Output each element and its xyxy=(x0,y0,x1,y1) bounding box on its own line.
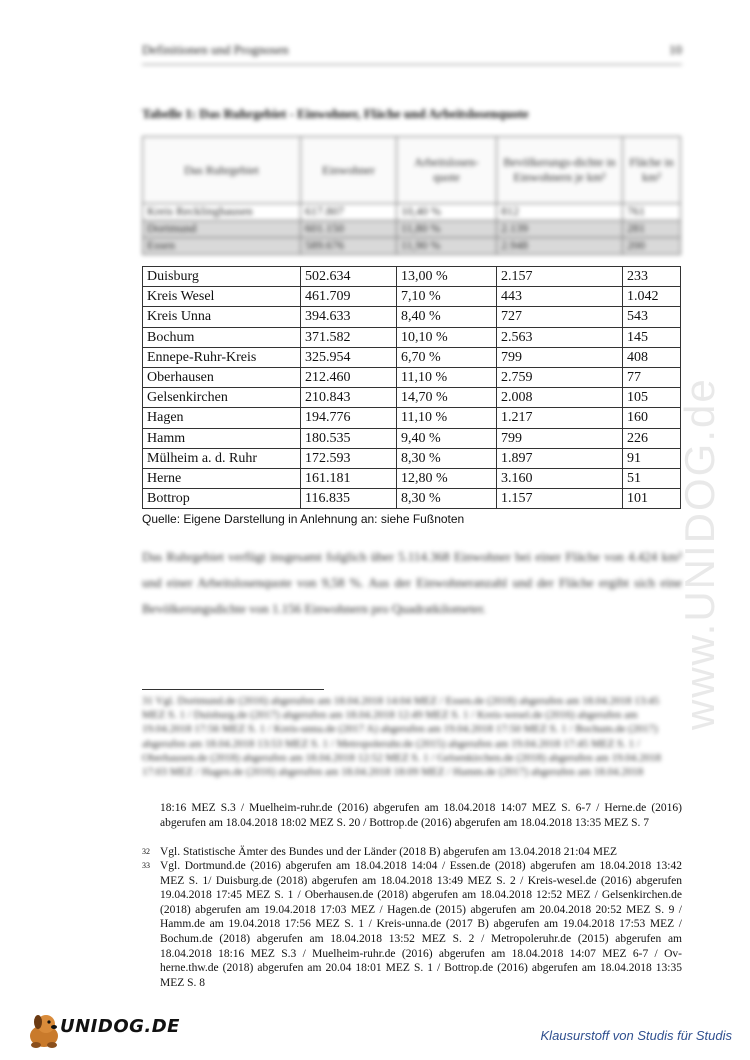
table-row xyxy=(143,468,681,488)
cell: 13,00 % xyxy=(397,267,497,287)
cell: 11,10 % xyxy=(397,367,497,387)
col-header: Arbeitslosen-quote xyxy=(397,137,497,204)
cell: 2.139 xyxy=(497,221,623,238)
table-row xyxy=(143,267,681,287)
cell: 799 xyxy=(497,347,623,367)
cell: 12,80 % xyxy=(397,468,497,488)
cell: 1.217 xyxy=(497,408,623,428)
table-row xyxy=(143,221,681,238)
footnote-31-visible xyxy=(142,801,682,830)
footnote-33-text: Vgl. Dortmund.de (2016) abgerufen am 18.04.2018 14:04 / Essen.de (2018) abgerufen am 18.04.2018 13:42 MEZ S. 1/ Duisburg.de (2018) abgerufen am 18.04.2018 13:49 MEZ S. 2 / Kreis-wesel.de (2016) abgerufen 19.04.2018 17:45 MEZ S. 1 / Oberhausen.de (2018) abgerufen am 18.04.2018 12:52 MEZ / Gelsenkirchen.de (2018) abgerufen am 19.04.2018 17:03 MEZ / Hagen.de (2015) abgerufen am 20.04.2018 20:52 MEZ S. 9 / Hamm.de am 19.04.2018 17:56 MEZ S. 1 / Kreis-unna.de (2017 B) abgerufen am 19.04.2018 17:53 MEZ / Bochum.de (2018) abgerufen am 18.04.2018 13:52 MEZ S. 2 / Metropoleruhr.de (2015) abgerufen am 18.04.2018 18:16 MEZ S.3 / Muelheim-ruhr.de (2016) abgerufen am 18.04.2018 14:07 MEZ 6-7 / Ov-herne.thw.de (2018) abgerufen am 20.04 18:01 MEZ S. 1 / Bottrop.de (2016) abgerufen am 18.04.2018 13:35 MEZ S. 8 xyxy=(160,860,682,989)
cell: 180.535 xyxy=(301,428,397,448)
cell: 2.759 xyxy=(497,367,623,387)
cell: 91 xyxy=(623,448,681,468)
cell: Ennepe-Ruhr-Kreis xyxy=(143,347,301,367)
cell: 2.948 xyxy=(497,238,623,255)
cell: 8,40 % xyxy=(397,307,497,327)
cell: 601.150 xyxy=(301,221,397,238)
cell: 408 xyxy=(623,347,681,367)
cell: 461.709 xyxy=(301,287,397,307)
table-row xyxy=(143,448,681,468)
cell: 172.593 xyxy=(301,448,397,468)
cell: 589.676 xyxy=(301,238,397,255)
page-number: 10 xyxy=(669,42,682,57)
cell: Hagen xyxy=(143,408,301,428)
cell: 226 xyxy=(623,428,681,448)
cell: 145 xyxy=(623,327,681,347)
cell: 371.582 xyxy=(301,327,397,347)
cell: 105 xyxy=(623,388,681,408)
cell: Kreis Wesel xyxy=(143,287,301,307)
cell: 14,70 % xyxy=(397,388,497,408)
footnote-rule xyxy=(142,689,324,690)
header-section-title: Definitionen und Prognosen xyxy=(142,42,289,57)
table-title: Tabelle 1: Das Ruhrgebiet - Einwohner, Fläche und Arbeitslosenquote xyxy=(142,106,529,121)
cell: Essen xyxy=(143,238,301,255)
cell: 6,70 % xyxy=(397,347,497,367)
cell: 617.807 xyxy=(301,204,397,221)
cell: Duisburg xyxy=(143,267,301,287)
cell: 325.954 xyxy=(301,347,397,367)
cell: 443 xyxy=(497,287,623,307)
cell: 799 xyxy=(497,428,623,448)
cell: 11,90 % xyxy=(397,238,497,255)
cell: 8,30 % xyxy=(397,489,497,509)
table-row xyxy=(143,287,681,307)
cell: Dortmund xyxy=(143,221,301,238)
col-header: Fläche in km² xyxy=(623,137,681,204)
cell: 1.157 xyxy=(497,489,623,509)
table-row xyxy=(143,489,681,509)
table-row xyxy=(143,204,681,221)
cell: Mülheim a. d. Ruhr xyxy=(143,448,301,468)
cell: 761 xyxy=(623,204,681,221)
table-row xyxy=(143,307,681,327)
cell: 3.160 xyxy=(497,468,623,488)
footer-tagline: Klausurstoff von Studis für Studis xyxy=(540,1028,732,1043)
table-row xyxy=(143,428,681,448)
col-header: Bevölkerungs-dichte in Einwohnern je km² xyxy=(497,137,623,204)
cell: Herne xyxy=(143,468,301,488)
cell: 8,30 % xyxy=(397,448,497,468)
table-row xyxy=(143,388,681,408)
blurred-table-head xyxy=(142,136,681,255)
cell: 77 xyxy=(623,367,681,387)
cell: 7,10 % xyxy=(397,287,497,307)
cell: 51 xyxy=(623,468,681,488)
cell: 2.157 xyxy=(497,267,623,287)
logo-text: UNIDOG.DE xyxy=(60,1016,180,1037)
col-header: Das Ruhrgebiet xyxy=(143,137,301,204)
cell: 116.835 xyxy=(301,489,397,509)
cell: Bochum xyxy=(143,327,301,347)
cell: 233 xyxy=(623,267,681,287)
cell: 194.776 xyxy=(301,408,397,428)
cell: 1.042 xyxy=(623,287,681,307)
footnote-number: 33 xyxy=(142,861,150,870)
footnote-31-blurred xyxy=(142,694,682,779)
table-row xyxy=(143,408,681,428)
watermark: www.UNIDOG.de xyxy=(676,377,723,730)
cell: 543 xyxy=(623,307,681,327)
cell: 9,40 % xyxy=(397,428,497,448)
cell: 281 xyxy=(623,221,681,238)
cell: 1.897 xyxy=(497,448,623,468)
cell: 394.633 xyxy=(301,307,397,327)
table-source: Quelle: Eigene Darstellung in Anlehnung an: siehe Fußnoten xyxy=(142,512,465,526)
footnote-32-text: Vgl. Statistische Ämter des Bundes und der Länder (2018 B) abgerufen am 13.04.2018 21:04 MEZ xyxy=(160,846,618,858)
cell: 210.843 xyxy=(301,388,397,408)
cell: 812 xyxy=(497,204,623,221)
cell: 10,10 % xyxy=(397,327,497,347)
cell: Kreis Unna xyxy=(143,307,301,327)
cell: 502.634 xyxy=(301,267,397,287)
footnote-31-text-blurred: 31 Vgl. Dortmund.de (2016) abgerufen am 18.04.2018 14:04 MEZ / Essen.de (2018) abgerufen am 18.04.2018 13:45 MEZ S. 1 / Duisburg.de (2017) abgerufen am 18.04.2018 12:49 MEZ S. 1 / Kreis-wesel.de (2016) abgerufen am 19.04.2018 17:56 MEZ S. 1 / Kreis-unna.de (2017 A) abgerufen am 19.04.2018 17:50 MEZ S. 1 / Bochum.de (2017) abgerufen am 18.04.2018 13:53 MEZ S. 1 / Metropoleruhr.de (2015) abgerufen am 19.04.2018 17:45 MEZ S. 1 / Oberhausen.de (2018) abgerufen am 18.04.2018 12:52 MEZ S. 1 / Gelsenkirchen.de (2018) abgerufen am 19.04.2018 17:03 MEZ / Hagen.de (2016) abgerufen am 18.04.2018 18:09 MEZ / Hamm.de (2017) abgerufen am 18.04.2018 xyxy=(142,695,662,779)
cell: 2.563 xyxy=(497,327,623,347)
footnote-number: 32 xyxy=(142,847,150,856)
table-row xyxy=(143,327,681,347)
cell: Kreis Recklinghausen xyxy=(143,204,301,221)
cell: 161.181 xyxy=(301,468,397,488)
cell: 727 xyxy=(497,307,623,327)
cell: Gelsenkirchen xyxy=(143,388,301,408)
cell: 10,40 % xyxy=(397,204,497,221)
header-rule xyxy=(142,64,682,65)
table-row xyxy=(143,367,681,387)
cell: 11,80 % xyxy=(397,221,497,238)
cell: 212.460 xyxy=(301,367,397,387)
cell: Bottrop xyxy=(143,489,301,509)
footnote-31-text: 18:16 MEZ S.3 / Muelheim-ruhr.de (2016) abgerufen am 18.04.2018 14:07 MEZ S. 6-7 / Herne.de (2016) abgerufen am 18.04.2018 18:02 MEZ S. 20 / Bottrop.de (2016) abgerufen am 18.04.2018 13:35 MEZ S. 7 xyxy=(160,802,682,829)
ruhr-table xyxy=(142,266,681,509)
col-header: Einwohner xyxy=(301,137,397,204)
cell: 11,10 % xyxy=(397,408,497,428)
table-header-row xyxy=(143,137,681,204)
cell: 2.008 xyxy=(497,388,623,408)
table-row xyxy=(143,347,681,367)
table-row xyxy=(143,238,681,255)
cell: 101 xyxy=(623,489,681,509)
cell: 160 xyxy=(623,408,681,428)
footnote-33 xyxy=(142,859,682,990)
cell: Oberhausen xyxy=(143,367,301,387)
cell: 200 xyxy=(623,238,681,255)
summary-paragraph: Das Ruhrgebiet verfügt insgesamt folglich über 5.114.368 Einwohner bei einer Fläche von 4.424 km² und einer Arbeitslosenquote von 9,58 %. Aus der Einwohneranzahl und der Fläche ergibt sich eine Bevölkerungsdichte von 1.156 Einwohnern pro Quadratkilometer. xyxy=(142,549,682,616)
cell: Hamm xyxy=(143,428,301,448)
footnote-32 xyxy=(142,845,682,860)
